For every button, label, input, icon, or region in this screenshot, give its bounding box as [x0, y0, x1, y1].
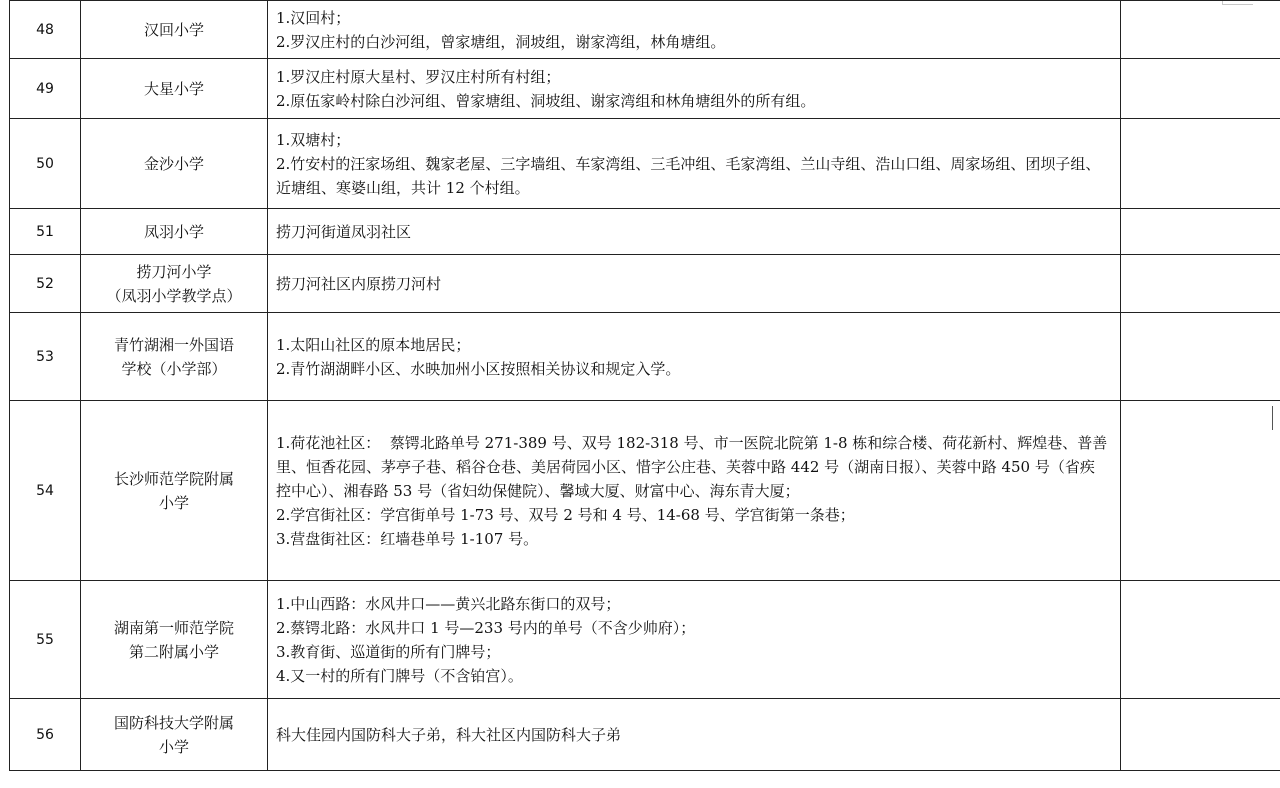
school-name-line: （凤羽小学教学点） — [106, 286, 242, 305]
remarks-cell — [1121, 313, 1280, 401]
scope-item: 1.双塘村； — [276, 130, 351, 149]
scope-item: 3.营盘街社区：红墙巷单号 1-107 号。 — [276, 529, 539, 548]
remarks-cell — [1121, 699, 1280, 771]
document-page — [9, 0, 1271, 771]
enrollment-scope-cell — [268, 209, 1121, 255]
school-name-cell — [81, 401, 268, 581]
remarks-cell — [1121, 119, 1280, 209]
row-number-cell: 55 — [10, 581, 81, 699]
school-name-line: 学校（小学部） — [121, 359, 227, 378]
school-name-line: 捞刀河小学 — [136, 262, 212, 281]
table-row — [10, 581, 1280, 699]
enrollment-scope-cell — [268, 119, 1121, 209]
remarks-cell — [1121, 59, 1280, 119]
remarks-cell — [1121, 209, 1280, 255]
scope-item: 1.中山西路：水风井口——黄兴北路东街口的双号； — [276, 594, 621, 613]
scope-item: 捞刀河街道凤羽社区 — [276, 222, 412, 241]
enrollment-scope-cell — [268, 255, 1121, 313]
row-number-cell: 51 — [10, 209, 81, 255]
row-number-cell: 54 — [10, 401, 81, 581]
table-row — [10, 313, 1280, 401]
scope-item: 2.原伍家岭村除白沙河组、曾家塘组、洞坡组、谢家湾组和林角塘组外的所有组。 — [276, 91, 816, 110]
school-name-cell — [81, 1, 268, 59]
table-row — [10, 401, 1280, 581]
school-name-line: 汉回小学 — [143, 20, 204, 39]
enrollment-scope-cell — [268, 699, 1121, 771]
school-name-cell — [81, 313, 268, 401]
row-number-cell: 53 — [10, 313, 81, 401]
school-name-line: 长沙师范学院附属 — [113, 469, 234, 488]
school-name-line: 第二附属小学 — [128, 642, 219, 661]
scope-item: 2.青竹湖湖畔小区、水映加州小区按照相关协议和规定入学。 — [276, 359, 681, 378]
scope-item: 1.汉回村； — [276, 8, 351, 27]
remarks-cell — [1121, 581, 1280, 699]
school-name-cell — [81, 699, 268, 771]
school-name-cell — [81, 209, 268, 255]
school-name-cell — [81, 255, 268, 313]
table-row — [10, 255, 1280, 313]
scope-item: 捞刀河社区内原捞刀河村 — [276, 274, 442, 293]
remarks-cell — [1121, 1, 1280, 59]
table-row — [10, 119, 1280, 209]
table-row — [10, 1, 1280, 59]
enrollment-scope-cell — [268, 1, 1121, 59]
school-name-line: 小学 — [158, 737, 189, 756]
school-name-line: 湖南第一师范学院 — [113, 618, 234, 637]
scope-item: 1.太阳山社区的原本地居民； — [276, 335, 471, 354]
school-name-line: 凤羽小学 — [143, 222, 204, 241]
remarks-cell — [1121, 401, 1280, 581]
scope-item: 1.罗汉庄村原大星村、罗汉庄村所有村组； — [276, 67, 561, 86]
remarks-cell — [1121, 255, 1280, 313]
table-body — [10, 1, 1280, 771]
row-number-cell: 56 — [10, 699, 81, 771]
scope-item: 科大佳园内国防科大子弟，科大社区内国防科大子弟 — [276, 725, 622, 744]
row-number-cell: 52 — [10, 255, 81, 313]
scope-item: 4.又一村的所有门牌号（不含铂宫）。 — [276, 666, 523, 685]
school-name-cell — [81, 581, 268, 699]
scope-item: 1.荷花池社区： 蔡锷北路单号 271-389 号、双号 182-318 号、市一医院北院第 1-8 栋和综合楼、荷花新村、辉煌巷、普善里、恒香花园、茅亭子巷、稻谷仓巷、美居荷园小区、惜字公庄巷、芙蓉中路 442 号（湖南日报）、芙蓉中路 450 号（省疾控中心）、湘春路 53 号（省妇幼保健院）、馨域大厦、财富中心、海东青大厦； — [276, 433, 1108, 500]
school-district-table — [9, 0, 1280, 771]
enrollment-scope-cell — [268, 59, 1121, 119]
scope-item: 3.教育街、巡道街的所有门牌号； — [276, 642, 501, 661]
table-row — [10, 59, 1280, 119]
row-number-cell: 49 — [10, 59, 81, 119]
school-name-line: 青竹湖湘一外国语 — [113, 335, 234, 354]
school-name-line: 大星小学 — [143, 79, 204, 98]
enrollment-scope-cell — [268, 401, 1121, 581]
table-row — [10, 699, 1280, 771]
scope-item: 2.学宫街社区：学宫街单号 1-73 号、双号 2 号和 4 号、14-68 号、学宫街第一条巷； — [276, 505, 855, 524]
school-name-line: 小学 — [158, 493, 189, 512]
row-number-cell: 50 — [10, 119, 81, 209]
table-row — [10, 209, 1280, 255]
school-name-line: 金沙小学 — [143, 154, 204, 173]
scope-item: 2.竹安村的汪家场组、魏家老屋、三字墙组、车家湾组、三毛冲组、毛家湾组、兰山寺组、浩山口组、周家场组、团坝子组、近塘组、寒婆山组，共计 12 个村组。 — [276, 154, 1101, 197]
enrollment-scope-cell — [268, 581, 1121, 699]
school-name-cell — [81, 119, 268, 209]
enrollment-scope-cell — [268, 313, 1121, 401]
scope-item: 2.蔡锷北路：水风井口 1 号—233 号内的单号（不含少帅府）； — [276, 618, 696, 637]
row-number-cell: 48 — [10, 1, 81, 59]
school-name-cell — [81, 59, 268, 119]
scope-item: 2.罗汉庄村的白沙河组，曾家塘组，洞坡组，谢家湾组，林角塘组。 — [276, 32, 726, 51]
school-name-line: 国防科技大学附属 — [113, 713, 234, 732]
